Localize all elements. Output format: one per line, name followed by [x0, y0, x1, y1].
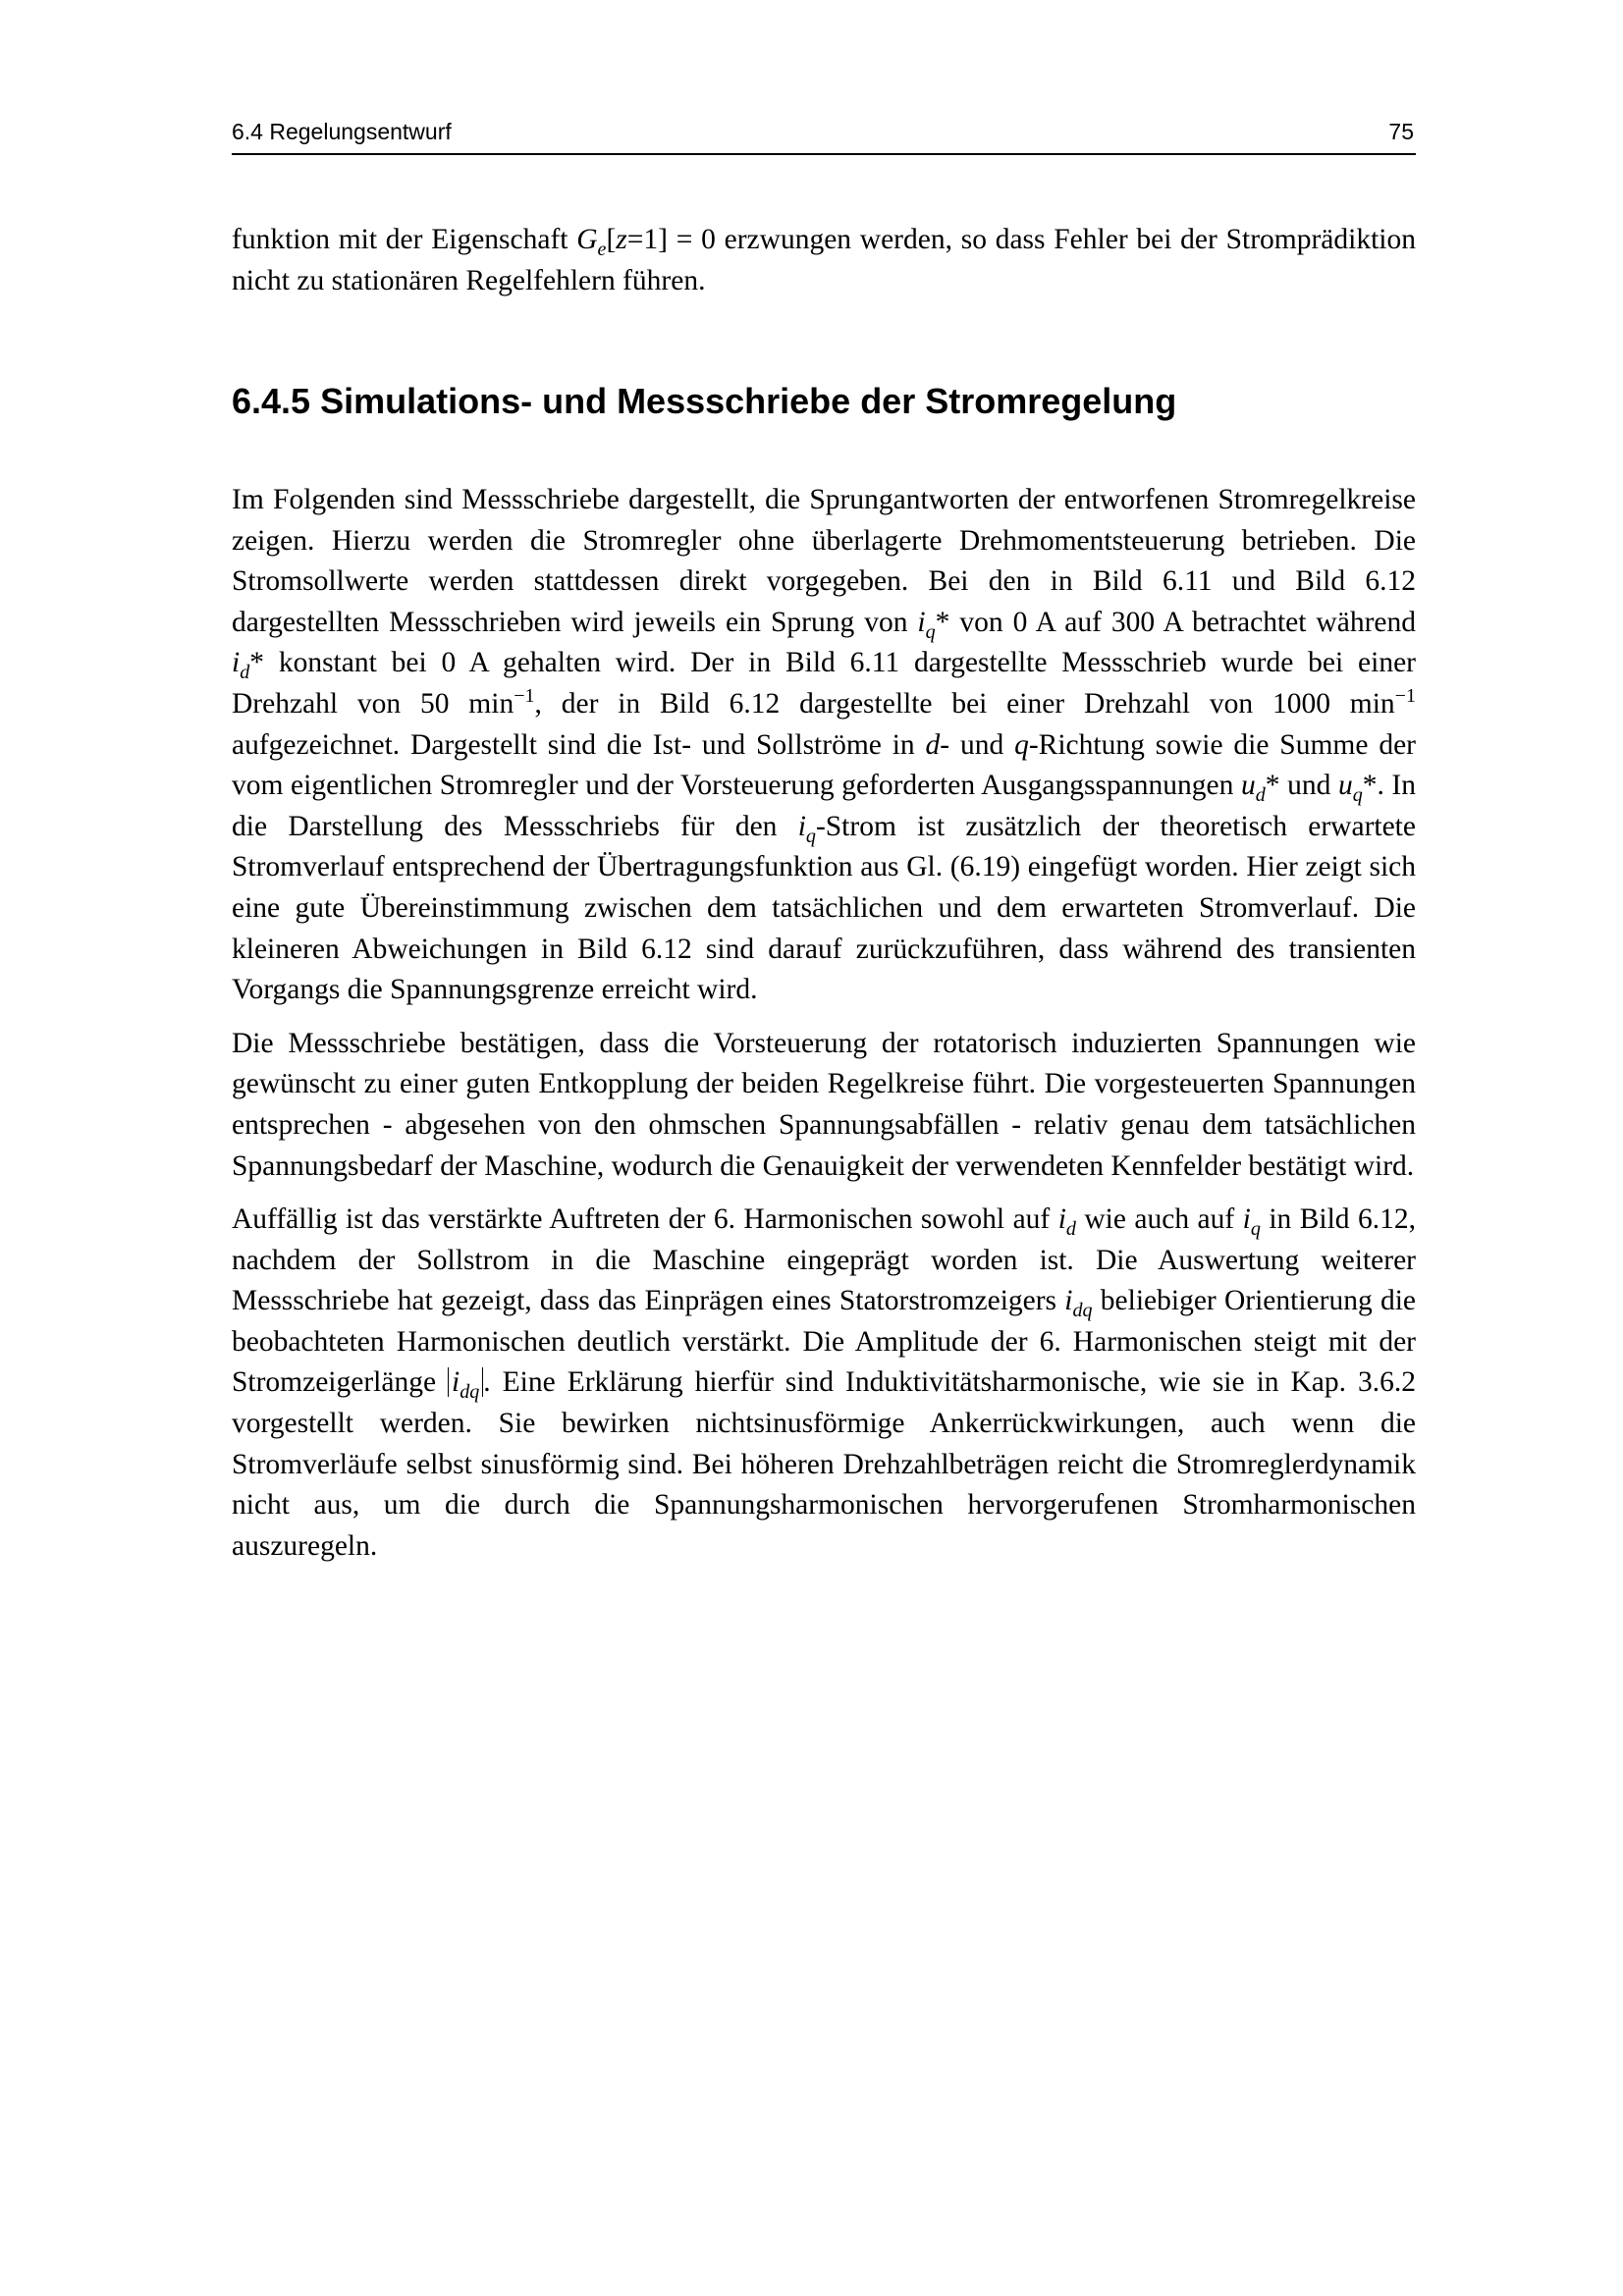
- q-symbol: q: [1014, 728, 1029, 761]
- running-header: [232, 114, 1416, 155]
- p3-text-1: Auffällig ist das verstärkte Auftreten der 6. Harmonischen sowohl auf: [232, 1203, 1058, 1236]
- math-G: G: [576, 224, 598, 255]
- p1-text-4: , der in Bild 6.12 dargestellte bei einer Drehzahl von 1000 min: [534, 687, 1395, 720]
- p3-text-2: wie auch auf: [1075, 1203, 1243, 1236]
- math-eq: =1] = 0: [626, 224, 716, 255]
- paragraph-3: [232, 1200, 1416, 1567]
- p1-text-7: -Richtung sowie die Summe der vom eigentlichen Stromregler und der Vorsteuerung geforderten Ausgangsspannungen: [232, 728, 1416, 802]
- star-2: *: [249, 647, 264, 679]
- math-bracket-open: [: [606, 224, 617, 255]
- intro-paragraph: [232, 220, 1416, 301]
- p1-text-1: Im Folgenden sind Messschriebe dargestellt, die Sprungantworten der entworfenen Stromregelkreise zeigen. Hierzu werden die Stromregler ohne überlagerte Drehmomentsteuerung betrieben. Die Stromsollwerte werden stattdessen direkt vorgegeben. Bei den in Bild 6.11 und Bild 6.12 dargestellten Messschrieben wird jeweils ein Sprung von: [232, 484, 1416, 638]
- p1-text-8: und: [1279, 770, 1338, 802]
- math-e-sub: e: [597, 238, 607, 260]
- abs-idq: [448, 1366, 483, 1404]
- idq-sub: dq: [1072, 1300, 1093, 1322]
- iq-sub-p3: q: [1250, 1217, 1261, 1240]
- section-body: [232, 480, 1416, 1579]
- id-symbol: i: [1057, 1203, 1066, 1236]
- abs-idq-base: i: [452, 1366, 460, 1399]
- iq-symbol: i: [797, 810, 806, 842]
- p3-text-5: . Eine Erklärung hierfür sind Induktivitätsharmonische, wie sie in Kap. 3.6.2 vorgestellt werden. Sie bewirken nichtsinusförmige Ankerrückwirkungen, auch wenn die Stromverläufe selbst sinusförmig sind. Bei höheren Drehzahlbeträgen reicht die Stromreglerdynamik nicht aus, um die durch die Spannungsharmonischen hervorgerufenen Stromharmonischen auszuregeln.: [232, 1366, 1417, 1562]
- header-page-number: 75: [1388, 119, 1414, 144]
- p1-text-10: -Strom ist zusätzlich der theoretisch erwartete Stromverlauf entsprechend der Übertragungsfunktion aus Gl. (6.19) eingefügt worden. Hier zeigt sich eine gute Übereinstimmung zwischen dem tatsächlichen und dem erwarteten Stromverlauf. Die kleineren Abweichungen in Bild 6.12 sind darauf zurückzuführen, dass während des transienten Vorgangs die Spannungsgrenze erreicht wird.: [232, 810, 1416, 1006]
- intro-text-2: erzwungen werden, so dass Fehler bei der Stromprädiktion nicht zu stationären Regelfehlern führen.: [232, 224, 1416, 296]
- header-section-title: 6.4 Regelungsentwurf: [232, 119, 452, 144]
- p3-text-4: beliebiger Orientierung die beobachteten Harmonischen deutlich verstärkt. Die Amplitude der 6. Harmonischen steigt mit der Stromzeigerlänge: [232, 1285, 1416, 1399]
- iq-sub: q: [925, 620, 936, 643]
- p1-text-2: von 0 A auf 300 A betrachtet während: [949, 606, 1416, 638]
- p1-text-3: konstant bei 0 A gehalten wird. Der in Bild 6.11 dargestellte Messschrieb wurde bei einer Drehzahl von 50 min: [232, 647, 1416, 720]
- iq2-sub: q: [805, 825, 816, 847]
- star-1: *: [935, 606, 950, 638]
- p1-text-6: - und: [940, 728, 1015, 761]
- id-sub-p3: d: [1065, 1217, 1076, 1240]
- id-sub: d: [240, 662, 250, 684]
- d-symbol: d: [925, 728, 941, 761]
- abs-idq-sub: dq: [460, 1381, 480, 1404]
- math-z: z: [616, 224, 627, 255]
- exp-2: −1: [1394, 685, 1416, 708]
- ud-sub: d: [1255, 784, 1266, 807]
- star-4: *: [1362, 770, 1378, 802]
- ud-star-symbol: u: [1240, 770, 1256, 802]
- uq-sub: q: [1352, 784, 1363, 807]
- intro-text-1: funktion mit der Eigenschaft: [232, 224, 577, 255]
- uq-star-symbol: u: [1337, 770, 1353, 802]
- p1-text-5: aufgezeichnet. Dargestellt sind die Ist- und Sollströme in: [232, 728, 926, 761]
- p3-text-3: in Bild 6.12, nachdem der Sollstrom in die Maschine eingeprägt worden ist. Die Auswertung weiterer Messschriebe hat gezeigt, dass das Einprägen eines Statorstromzeigers: [232, 1203, 1416, 1317]
- idq-symbol: i: [1064, 1285, 1073, 1317]
- document-page: [232, 0, 1416, 2296]
- paragraph-1: [232, 480, 1416, 1011]
- star-3: *: [1265, 770, 1280, 802]
- exp-1: −1: [514, 685, 535, 708]
- id-star-symbol: i: [232, 647, 241, 679]
- section-heading: 6.4.5 Simulations- und Messschriebe der Stromregelung: [232, 381, 1177, 421]
- p1-text-9: . In die Darstellung des Messschriebs für den: [232, 770, 1417, 842]
- iq-symbol-p3: i: [1242, 1203, 1251, 1236]
- iq-star-symbol: i: [917, 606, 926, 638]
- paragraph-2: Die Messschriebe bestätigen, dass die Vorsteuerung der rotatorisch induzierten Spannungen wie gewünscht zu einer guten Entkopplung der beiden Regelkreise führt. Die vorgesteuerten Spannungen entsprechen - abgesehen von den ohmschen Spannungsabfällen - relativ genau dem tatsächlichen Spannungsbedarf der Maschine, wodurch die Genauigkeit der verwendeten Kennfelder bestätigt wird.: [232, 1027, 1416, 1182]
